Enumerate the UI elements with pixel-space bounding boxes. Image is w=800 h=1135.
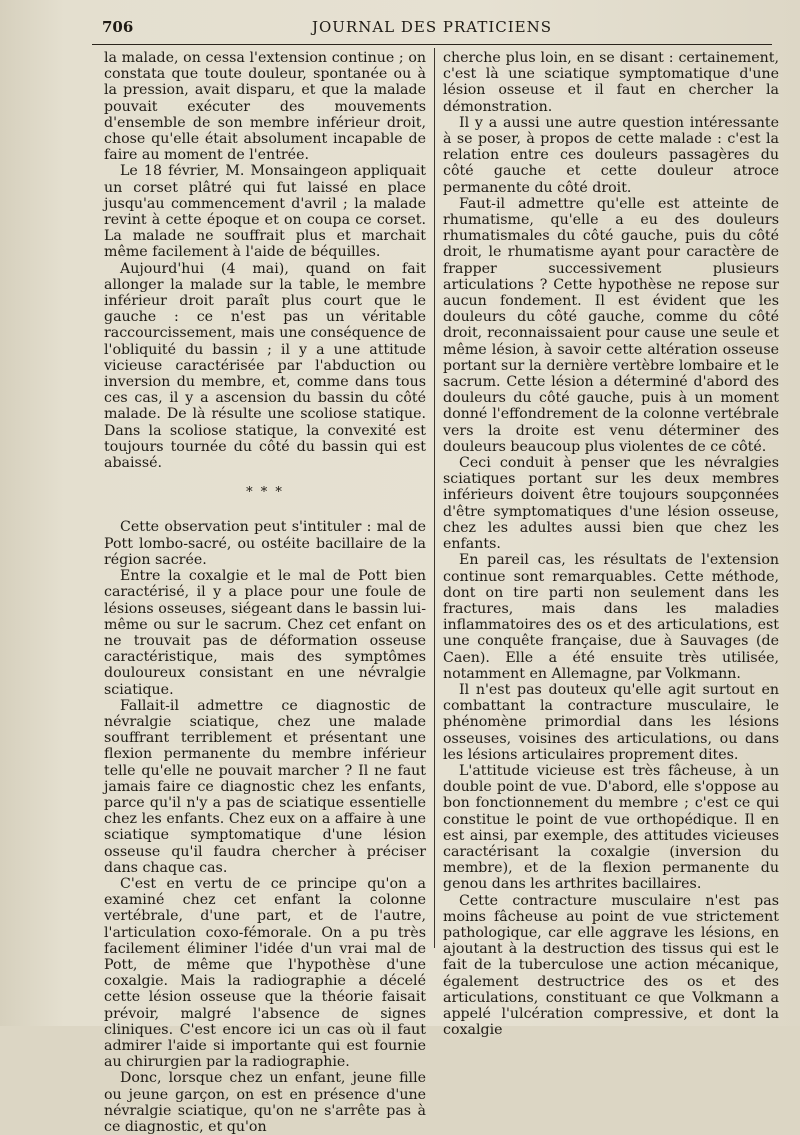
- left-column: [104, 50, 426, 1135]
- paragraph: C'est en vertu de ce principe qu'on a examiné chez cet enfant la colonne vertébrale, d'une part, et de l'autre, l'articulation coxo-fémorale. On a pu très facilement éliminer l'idée d'un vrai mal de Pott, de même que l'hypothèse d'une coxalgie. Mais la radiographie a décelé cette lésion osseuse que la théorie faisait prévoir, malgré l'absence de signes cliniques. C'est encore ici un cas où il faut admirer l'aide si importante qui est fournie au chirurgien par la radiographie.: [104, 875, 426, 1071]
- page-number: 706: [102, 18, 134, 36]
- running-header: [92, 14, 772, 44]
- header-rule: [92, 44, 772, 45]
- paragraph: En pareil cas, les résultats de l'extension continue sont remarquables. Cette méthode, dont on tire parti non seulement dans les fractures, mais dans les maladies inflammatoires des os et des articulations, est une conquête française, due à Sauvages (de Caen). Elle a été ensuite très utilisée, notamment en Allemagne, par Volkmann.: [443, 552, 779, 682]
- paragraph: Ceci conduit à penser que les névralgies sciatiques portant sur les deux membres inférieurs doivent être toujours soupçonnées d'être symptomatiques d'une lésion osseuse, chez les adultes aussi bien que chez les enfants.: [443, 455, 779, 553]
- journal-title: JOURNAL DES PRATICIENS: [311, 18, 553, 36]
- paragraph: Aujourd'hui (4 mai), quand on fait allonger la malade sur la table, le membre inférieur droit paraît plus court que le gauche : ce n'est pas un véritable raccourcissement, mais une conséquence de l'obliquité du bassin ; il y a une attitude vicieuse caractérisée par l'abduction ou inversion du membre, et, comme dans tous ces cas, il y a ascension du bassin du côté malade. De là résulte une scoliose statique. Dans la scoliose statique, la convexité est toujours tournée du côté du bassin qui est abaissé.: [104, 260, 426, 472]
- paragraph: Faut-il admettre qu'elle est atteinte de rhumatisme, qu'elle a eu des douleurs rhumatismales du côté gauche, puis du côté droit, le rhumatisme ayant pour caractère de frapper successivement plusieurs articulations ? Cette hypothèse ne repose sur aucun fondement. Il est évident que les douleurs du côté gauche, comme du côté droit, reconnaissaient pour cause une seule et même lésion, à savoir cette altération osseuse portant sur la dernière vertèbre lombaire et le sacrum. Cette lésion a déterminé d'abord des douleurs du côté gauche, puis à un moment donné l'effondrement de la colonne vertébrale vers la droite est venu déterminer des douleurs beaucoup plus violentes de ce côté.: [443, 195, 779, 455]
- paragraph: Cette observation peut s'intituler : mal de Pott lombo-sacré, ou ostéite bacillaire de la région sacrée.: [104, 519, 426, 568]
- paragraph: Le 18 février, M. Monsaingeon appliquait un corset plâtré qui fut laissé en place jusqu'au commencement d'avril ; la malade revint à cette époque et on coupa ce corset. La malade ne souffrait plus et marchait même facilement à l'aide de béquilles.: [104, 163, 426, 261]
- paragraph: Cette contracture musculaire n'est pas moins fâcheuse au point de vue strictement pathologique, car elle aggrave les lésions, en ajoutant à la destruction des tissus qui est le fait de la tuberculose une action mécanique, également destructrice des os et des articulations, constituant ce que Volkmann a appelé l'ulcération compressive, et dont la coxalgie: [443, 892, 779, 1039]
- paragraph: Il y a aussi une autre question intéressante à se poser, à propos de cette malade : c'est la relation entre ces douleurs passagères du côté gauche et cette douleur atroce permanente du côté droit.: [443, 114, 779, 196]
- paragraph: Fallait-il admettre ce diagnostic de névralgie sciatique, chez une malade souffrant terriblement et présentant une flexion permanente du membre inférieur telle qu'elle ne pouvait marcher ? Il ne faut jamais faire ce diagnostic chez les enfants, parce qu'il n'y a pas de sciatique essentielle chez les enfants. Chez eux on a affaire à une sciatique symptomatique d'une lésion osseuse qu'il faudra chercher à préciser dans chaque cas.: [104, 697, 426, 876]
- paragraph: Donc, lorsque chez un enfant, jeune fille ou jeune garçon, on est en présence d'une névralgie sciatique, qu'on ne s'arrête pas à ce diagnostic, et qu'on: [104, 1070, 426, 1135]
- paragraph: Entre la coxalgie et le mal de Pott bien caractérisé, il y a place pour une foule de lésions osseuses, siégeant dans le bassin lui-même ou sur le sacrum. Chez cet enfant on ne trouvait pas de déformation osseuse caractéristique, mais des symptômes douloureux consistant en une névralgie sciatique.: [104, 568, 426, 698]
- paragraph: la malade, on cessa l'extension continue ; on constata que toute douleur, spontanée ou à la pression, avait disparu, et que la malade pouvait exécuter des mouvements d'ensemble de son membre inférieur droit, chose qu'elle était absolument incapable de faire au moment de l'entrée.: [104, 50, 426, 164]
- paragraph: cherche plus loin, en se disant : certainement, c'est là une sciatique symptomatique d'une lésion osseuse et il faut en chercher la démonstration.: [443, 50, 779, 115]
- section-asterism: * * *: [246, 485, 284, 501]
- paragraph: L'attitude vicieuse est très fâcheuse, à un double point de vue. D'abord, elle s'oppose au bon fonctionnement du membre ; c'est ce qui constitue le point de vue orthopédique. Il en est ainsi, par exemple, des attitudes vicieuses caractérisant la coxalgie (inversion du membre), et de la flexion permanente du genou dans les arthrites bacillaires.: [443, 762, 779, 893]
- paragraph: Il n'est pas douteux qu'elle agit surtout en combattant la contracture musculaire, le phénomène primordial dans les lésions osseuses, voisines des articulations, ou dans les lésions articulaires proprement dites.: [443, 681, 779, 763]
- right-column: [443, 50, 779, 1038]
- column-divider: [434, 48, 435, 948]
